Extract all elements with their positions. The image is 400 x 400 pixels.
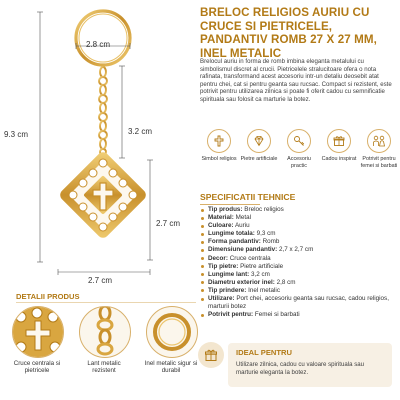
feature-row (200, 129, 398, 179)
feature-religious (200, 129, 238, 179)
details-title: DETALII PRODUS (16, 292, 80, 301)
feature-label: Potrivit pentru femei si barbati (360, 156, 398, 169)
feature-label: Pietre artificiale (240, 156, 278, 162)
spec-item: Decor: Cruce centrala (200, 255, 400, 263)
spec-item: Utilizare: Port chei, accesoriu geanta sau rucsac, cadou religios, marturii botez (200, 295, 400, 311)
spec-item: Tip pietre: Pietre artificiale (200, 263, 400, 271)
spec-item: Diametru exterior inel: 2,8 cm (200, 279, 400, 287)
detail-ring (146, 306, 198, 358)
details-divider (16, 302, 196, 303)
detail-label-cross: Cruce centrala si pietricele (13, 360, 61, 375)
detail-cross-stones (12, 306, 64, 358)
dim-pendant-height: 2.7 cm (156, 219, 181, 228)
feature-label: Accesoriu practic (287, 156, 311, 169)
feature-label: Cadou inspirat (321, 156, 357, 162)
pendant (58, 150, 149, 241)
product-image (0, 0, 200, 290)
specs-title: SPECIFICATII TEHNICE (200, 192, 296, 202)
specs-divider (200, 204, 260, 205)
product-description: Brelocul auriu in forma de romb imbina eleganta metalului cu simbolismul discret al crucii. Pietricelele stralucitoare ofera o nota rafinata, transformand acest accesoriu intr-un detaliu deosebit atat pentru chei, cat si pentru geanta sau rucsac. Compact si rezistent, este potrivit pentru utilizarea zilnica si poate fi oferit cadou cu semnificatie spirituala sau folosit ca marturie la botez. (200, 58, 392, 103)
product-title: BRELOC RELIGIOS AURIU CU CRUCE SI PIETRICELE, PANDANTIV ROMB 27 X 27 MM, INEL METALIC (200, 6, 377, 60)
dim-ring: 2.8 cm (86, 40, 111, 49)
detail-chain (79, 306, 131, 358)
spec-item: Potrivit pentru: Femei si barbati (200, 311, 400, 319)
spec-item: Tip produs: Breloc religios (200, 206, 400, 214)
detail-label-ring: Inel metalic sigur si durabil (144, 360, 198, 375)
feature-stones (240, 129, 278, 179)
dim-total: 9.3 cm (4, 130, 29, 139)
dim-pendant-width: 2.7 cm (88, 276, 113, 285)
dim-chain: 3.2 cm (128, 127, 153, 136)
gem-icon (247, 129, 271, 153)
key-icon (287, 129, 311, 153)
spec-item: Culoare: Auriu (200, 222, 400, 230)
gift-icon (327, 129, 351, 153)
spec-item: Forma pandantiv: Romb (200, 238, 400, 246)
feature-label: Simbol religios (201, 156, 237, 162)
cross-icon (207, 129, 231, 153)
specs-list (200, 206, 400, 319)
spec-item: Material: Metal (200, 214, 400, 222)
spec-item: Tip prindere: Inel metalic (200, 287, 400, 295)
dimension-lines (37, 12, 153, 275)
feature-unisex (360, 129, 398, 179)
feature-gift (320, 129, 358, 179)
spec-item: Dimensiune pandantiv: 2,7 x 2,7 cm (200, 246, 400, 254)
key-ring (76, 11, 130, 65)
people-icon (367, 129, 391, 153)
ideal-text: Utilizare zilnica, cadou cu valoare spirituala sau marturie eleganta la botez. (236, 361, 365, 376)
ideal-icon-wrap (198, 342, 224, 368)
gift-icon (204, 348, 218, 362)
spec-item: Lungime totala: 9,3 cm (200, 230, 400, 238)
chain (99, 67, 107, 155)
spec-item: Lungime lant: 3,2 cm (200, 271, 400, 279)
feature-practical (280, 129, 318, 179)
detail-label-chain: Lant metalic rezistent (87, 360, 121, 375)
ideal-title: IDEAL PENTRU (236, 348, 292, 357)
